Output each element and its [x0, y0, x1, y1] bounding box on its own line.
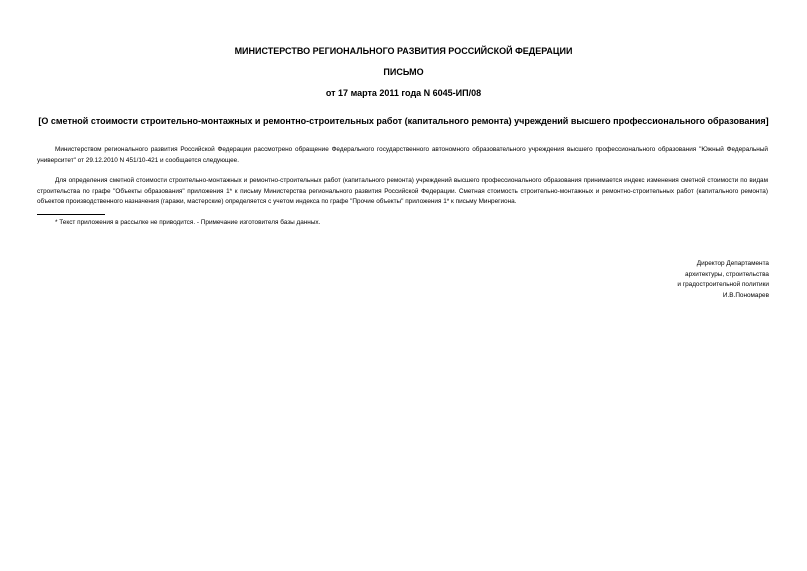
signatory-name: И.В.Пономарев — [722, 291, 769, 299]
document-subject: [О сметной стоимости строительно-монтажных и ремонтно-строительных работ (капитального ремонта) учреждений высшего профессионального образования] — [38, 116, 769, 126]
signature-position-line-1: Директор Департамента — [696, 260, 769, 267]
footnote-divider — [37, 214, 105, 215]
footnote: * Текст приложения в рассылке не приводится. - Примечание изготовителя базы данных. — [55, 219, 321, 226]
signature-block — [677, 259, 769, 301]
document-date-number: от 17 марта 2011 года N 6045-ИП/08 — [325, 88, 482, 98]
body-paragraph-2: Для определения сметной стоимости строительно-монтажных и ремонтно-строительных работ (капитального ремонта) учреждений высшего профессионального образования принимается индекс изменения сметной стоимости по видам строительства по графе "Объекты образования" приложения 1* к письму Министерства регионального развития Российской Федерации. Сметная стоимость строительно-монтажных и ремонтно-строительных работ (капитального ремонта) объектов производственного назначения (гаражи, мастерские) определяется с учетом индекса по графе "Прочие объекты" приложения 1* к письму Минрегиона. — [37, 177, 768, 205]
ministry-heading: МИНИСТЕРСТВО РЕГИОНАЛЬНОГО РАЗВИТИЯ РОССИЙСКОЙ ФЕДЕРАЦИИ — [234, 46, 573, 56]
body-paragraph-1: Министерством регионального развития Российской Федерации рассмотрено обращение Федерального государственного автономного образовательного учреждения высшего профессионального образования "Южный Федеральный университет" от 29.12.2010 N 451/10-421 и сообщается следующее. — [37, 146, 768, 164]
signature-position-line-2: архитектуры, строительства — [685, 270, 769, 278]
signature-position-line-3: и градостроительной политики — [677, 281, 769, 289]
document-type: ПИСЬМО — [383, 67, 424, 77]
